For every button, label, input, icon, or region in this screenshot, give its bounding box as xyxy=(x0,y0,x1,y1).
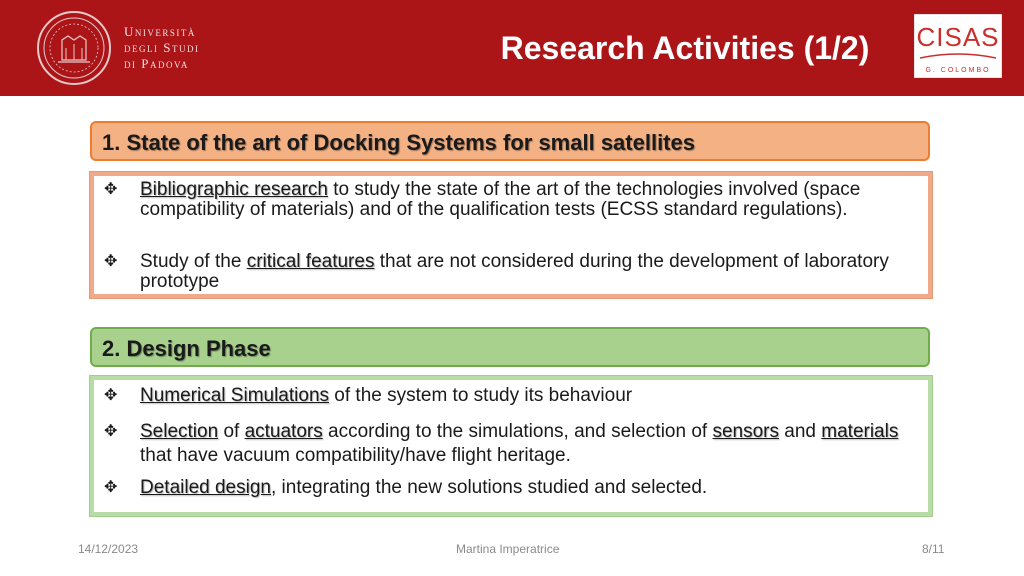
materials-term: materials xyxy=(821,421,899,442)
slide-title: Research Activities (1/2) xyxy=(500,30,870,66)
bullet-text: Numerical Simulations of the system to study its behaviour xyxy=(140,385,633,406)
section-1-content-box xyxy=(90,172,932,298)
cisas-logo xyxy=(914,14,1002,78)
bullet-diamond-icon: ✥ xyxy=(104,423,118,440)
university-seal-logo xyxy=(36,10,112,86)
bullet-diamond-icon: ✥ xyxy=(104,387,118,404)
bullet-text: Study of the critical features that are not considered during the development of laboratory prototype xyxy=(140,251,889,292)
bullet-diamond-icon: ✥ xyxy=(104,253,118,270)
footer-page-number: 8/11 xyxy=(922,542,945,556)
cisas-logo-subtext: G. COLOMBO xyxy=(925,67,991,74)
university-name xyxy=(124,24,199,72)
header-bar xyxy=(0,0,1024,96)
university-line-1: Università xyxy=(124,24,196,39)
sensors-term: sensors xyxy=(712,421,779,442)
bullet-diamond-icon: ✥ xyxy=(104,181,118,198)
footer-date: 14/12/2023 xyxy=(78,542,139,556)
bullet-text: Bibliographic research to study the state of the art of the technologies involved (space compatibility of materials) and of the qualification tests (ECSS standard regulations). xyxy=(140,179,861,220)
cisas-logo-text: CISAS xyxy=(916,22,1000,52)
actuators-term: actuators xyxy=(244,421,323,442)
critical-features-term: critical features xyxy=(246,251,375,272)
university-line-2: degli Studi xyxy=(124,40,200,55)
section-2-title: Design Phase xyxy=(126,336,271,361)
section-2-header xyxy=(90,327,930,367)
section-1-number: 1. xyxy=(102,130,121,155)
section-1-header xyxy=(90,121,930,161)
university-line-3: di Padova xyxy=(124,56,189,71)
footer-author: Martina Imperatrice xyxy=(456,542,560,556)
section-1-title: State of the art of Docking Systems for small satellites xyxy=(126,130,695,155)
bibliographic-research-term: Bibliographic research xyxy=(140,179,328,200)
selection-term: Selection xyxy=(140,421,219,442)
numerical-simulations-term: Numerical Simulations xyxy=(140,385,330,406)
bullet-diamond-icon: ✥ xyxy=(104,479,118,496)
section-2-number: 2. xyxy=(102,336,121,361)
detailed-design-term: Detailed design xyxy=(140,477,271,498)
bullet-text: Selection of actuators according to the simulations, and selection of sensors and materials that have vacuum compatibility/have flight heritage. xyxy=(140,421,899,466)
section-2-content-box xyxy=(90,376,932,516)
bullet-text: Detailed design, integrating the new solutions studied and selected. xyxy=(140,477,708,498)
